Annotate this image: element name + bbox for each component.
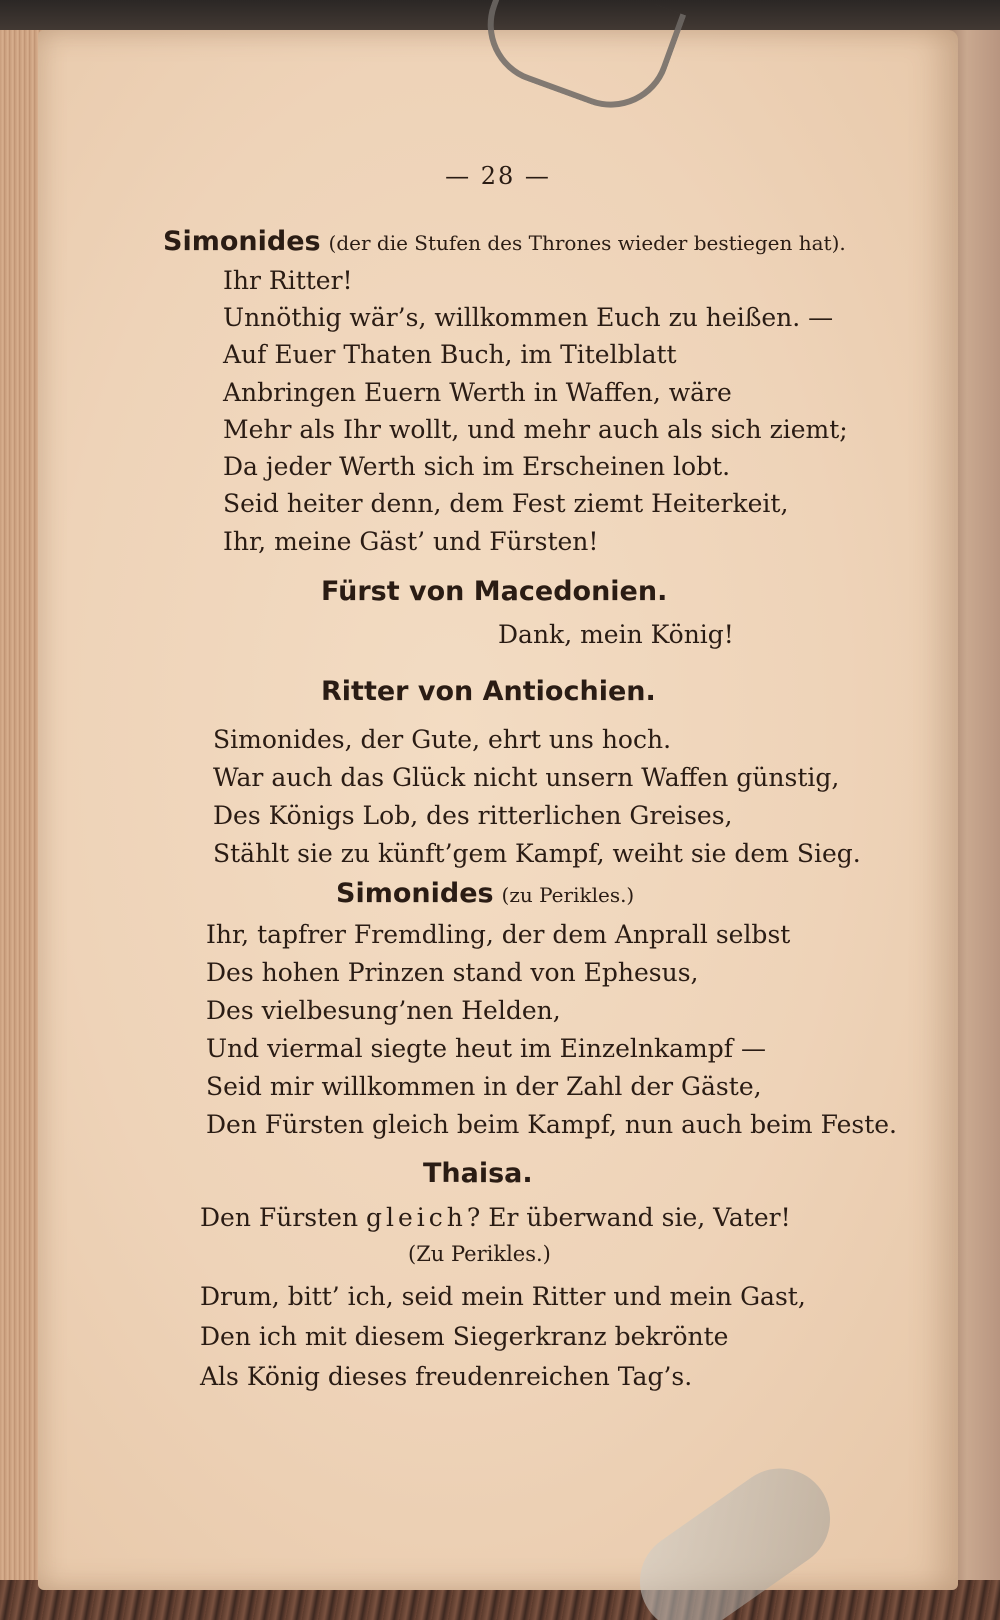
speaker-name: Simonides: [163, 226, 321, 257]
speaker-name: Ritter von Antiochien.: [321, 676, 656, 707]
verse-line: Ihr, tapfrer Fremdling, der dem Anprall selbst: [206, 920, 791, 949]
verse-line: [200, 1205, 791, 1230]
verse-line: Den ich mit diesem Siegerkranz bekrönte: [200, 1322, 729, 1351]
verse-line: Mehr als Ihr wollt, und mehr auch als sich ziemt;: [223, 415, 848, 444]
page-text: [38, 30, 958, 1590]
verse-line: Da jeder Werth sich im Erscheinen lobt.: [223, 452, 731, 481]
verse-line: Des Königs Lob, des ritterlichen Greises,: [213, 801, 733, 830]
verse-line: Als König dieses freudenreichen Tag’s.: [200, 1362, 693, 1391]
stage-direction: (der die Stufen des Thrones wieder bestiegen hat).: [328, 231, 846, 255]
emphasized-word: gleich: [366, 1203, 467, 1232]
verse-fragment: ? Er überwand sie, Vater!: [466, 1203, 791, 1232]
verse-line: Seid mir willkommen in der Zahl der Gäste,: [206, 1072, 762, 1101]
speaker-name: Simonides: [336, 878, 494, 909]
speaker-heading: [163, 228, 846, 255]
verse-line: Des hohen Prinzen stand von Ephesus,: [206, 958, 699, 987]
verse-line: Dank, mein König!: [498, 620, 734, 649]
verse-line: Simonides, der Gute, ehrt uns hoch.: [213, 725, 672, 754]
verse-line: Auf Euer Thaten Buch, im Titelblatt: [223, 340, 677, 369]
verse-line: Ihr Ritter!: [223, 266, 353, 295]
verse-line: Drum, bitt’ ich, seid mein Ritter und mein Gast,: [200, 1282, 806, 1311]
verse-line: Anbringen Euern Werth in Waffen, wäre: [223, 378, 732, 407]
verse-line: Unnöthig wär’s, willkommen Euch zu heißen. —: [223, 303, 834, 332]
page-number: — 28 —: [445, 162, 551, 190]
verse-line: Seid heiter denn, dem Fest ziemt Heiterkeit,: [223, 489, 789, 518]
speaker-name: Fürst von Macedonien.: [321, 576, 668, 607]
verse-line: Ihr, meine Gäst’ und Fürsten!: [223, 527, 599, 556]
verse-line: War auch das Glück nicht unsern Waffen günstig,: [213, 763, 840, 792]
speaker-name: Thaisa.: [423, 1158, 533, 1189]
verse-line: Den Fürsten gleich beim Kampf, nun auch beim Feste.: [206, 1110, 897, 1139]
verse-line: Und viermal siegte heut im Einzelnkampf —: [206, 1034, 766, 1063]
stage-direction: (Zu Perikles.): [408, 1242, 551, 1266]
speaker-heading: [336, 880, 634, 907]
book-page: [38, 30, 958, 1590]
stage-direction: (zu Perikles.): [501, 883, 635, 907]
verse-line: Stählt sie zu künft’gem Kampf, weiht sie dem Sieg.: [213, 839, 861, 868]
verse-line: Des vielbesung’nen Helden,: [206, 996, 561, 1025]
verse-fragment: Den Fürsten: [200, 1203, 359, 1232]
